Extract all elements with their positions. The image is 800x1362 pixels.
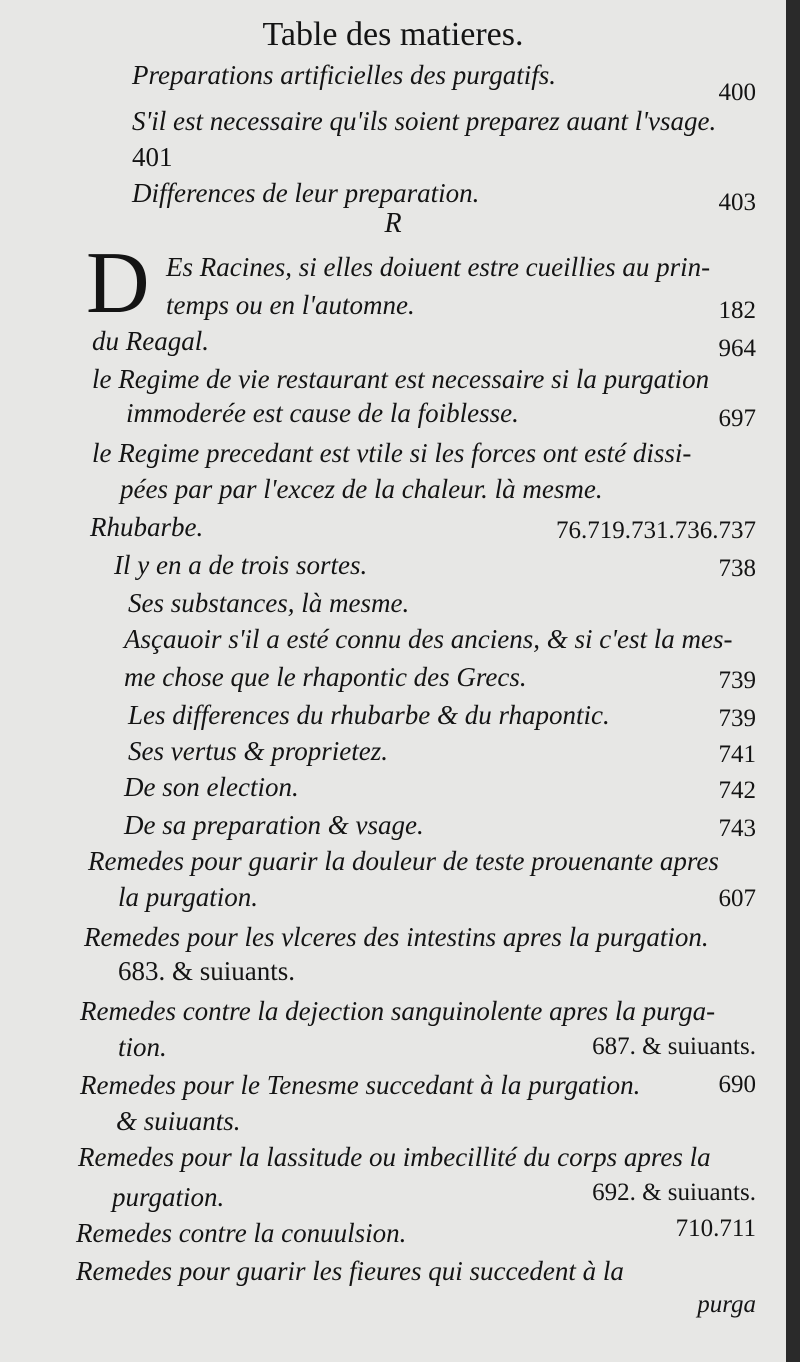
entry-page: 739 xyxy=(718,667,756,694)
entry-text: Remedes pour le Tenesme succedant à la purgation. xyxy=(80,1070,641,1100)
entry-text: S'il est necessaire qu'ils soient preparez auant l'vsage. xyxy=(132,106,717,136)
entry-text: Rhubarbe. xyxy=(90,512,204,542)
entry-text: Remedes pour les vlceres des intestins apres la purgation. xyxy=(84,922,709,952)
entry-text: & suiuants. xyxy=(116,1106,241,1136)
entry-text: Remedes contre la conuulsion. xyxy=(76,1218,407,1248)
running-header: Table des matieres. xyxy=(262,16,524,53)
entry-page: 403 xyxy=(718,189,756,216)
entry-text: purga xyxy=(697,1291,756,1318)
drop-cap: D xyxy=(86,235,150,332)
entry-text: tion. xyxy=(118,1032,167,1062)
entry-page: 607 xyxy=(718,885,756,912)
entry-text: Ses vertus & proprietez. xyxy=(128,736,388,766)
entry-page: 739 xyxy=(718,705,756,732)
entry-text: du Reagal. xyxy=(92,326,209,356)
entry-page: 697 xyxy=(718,405,756,432)
entry-text: temps ou en l'automne. xyxy=(166,290,415,320)
entry-page: 742 xyxy=(718,777,756,804)
entry-text: la purgation. xyxy=(118,882,259,912)
entry-page: 687. & suiuants. xyxy=(592,1033,756,1060)
entry-text: Les differences du rhubarbe & du rhapontic. xyxy=(128,700,610,730)
entry-page: 182 xyxy=(718,297,756,324)
entry-page: 692. & suiuants. xyxy=(592,1179,756,1206)
entry-page: 400 xyxy=(718,79,756,106)
entry-text: Es Racines, si elles doiuent estre cueillies au prin- xyxy=(166,252,711,282)
entry-page: 741 xyxy=(718,741,756,768)
entry-text: purgation. xyxy=(112,1182,225,1212)
entry-text: Preparations artificielles des purgatifs. xyxy=(132,60,556,90)
entry-text: Il y en a de trois sortes. xyxy=(114,550,368,580)
entry-page: 738 xyxy=(718,555,756,582)
entry-text: Remedes pour la lassitude ou imbecillité du corps apres la xyxy=(78,1142,711,1172)
entry-text: Differences de leur preparation. xyxy=(132,178,480,208)
entry-text: pées par par l'excez de la chaleur. là mesme. xyxy=(120,474,603,504)
entry-text: De sa preparation & vsage. xyxy=(124,810,424,840)
entry-text: Remedes pour guarir les fieures qui succedent à la xyxy=(76,1256,624,1286)
entry-text: 683. & suiuants. xyxy=(118,956,296,986)
entry-page: 76.719.731.736.737 xyxy=(556,517,756,544)
section-letter: R xyxy=(384,208,402,239)
entry-text: Remedes pour guarir la douleur de teste prouenante apres xyxy=(88,846,719,876)
entry-text: 401 xyxy=(132,142,173,172)
entry-page: 690 xyxy=(718,1071,756,1098)
entry-text: le Regime precedant est vtile si les forces ont esté dissi- xyxy=(92,438,692,468)
entry-text: De son election. xyxy=(124,772,299,802)
entry-text: Remedes contre la dejection sanguinolente apres la purga- xyxy=(80,996,716,1026)
entry-text: Asçauoir s'il a esté connu des anciens, & si c'est la mes- xyxy=(124,624,733,654)
entry-text: immoderée est cause de la foiblesse. xyxy=(126,398,519,428)
entry-page: 964 xyxy=(718,335,756,362)
entry-text: Ses substances, là mesme. xyxy=(128,588,410,618)
entry-page: 710.711 xyxy=(675,1215,756,1242)
page-binding-edge xyxy=(786,0,800,1362)
entry-text: me chose que le rhapontic des Grecs. xyxy=(124,662,527,692)
entry-page: 743 xyxy=(718,815,756,842)
entry-text: le Regime de vie restaurant est necessaire si la purgation xyxy=(92,364,710,394)
